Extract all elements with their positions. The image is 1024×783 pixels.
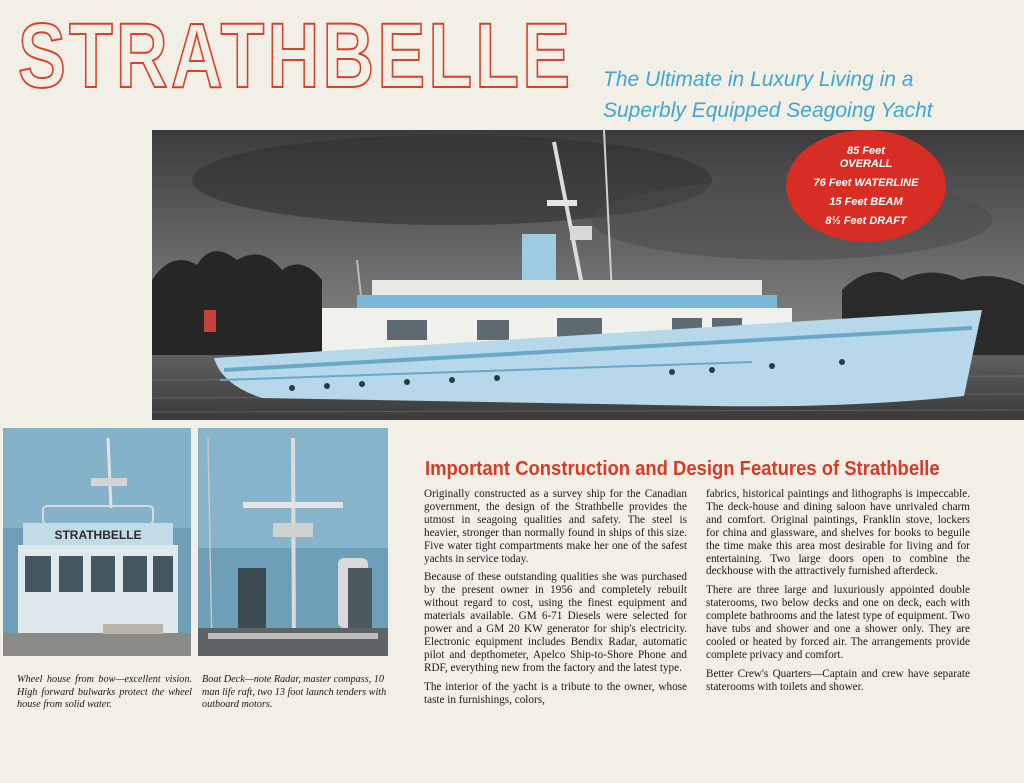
paragraph: The interior of the yacht is a tribute to the owner, whose taste in furnishings, colors, [424,680,687,706]
paragraph: Better Crew's Quarters—Captain and crew have separate staterooms with toilets and shower. [706,667,970,693]
spec-waterline: 76 Feet WATERLINE [813,176,919,189]
spec-beam: 15 Feet BEAM [829,195,903,208]
wheelhouse-caption: Wheel house from bow—excellent vision. High forward bulwarks protect the wheel house from solid water. [17,674,192,710]
tagline-line-2: Superbly Equipped Seagoing Yacht [603,99,933,122]
boat-deck-photo [198,428,388,656]
tagline-line-1: The Ultimate in Luxury Living in a [603,68,914,91]
page-title: STRATHBELLE [18,5,574,107]
section-heading: Important Construction and Design Features of Strathbelle [425,457,940,480]
wheelhouse-sign: STRATHBELLE [54,528,142,542]
body-column-1 [424,488,687,713]
specs-badge [786,130,946,242]
wheelhouse-photo [3,428,191,656]
spec-overall-length: 85 Feet [847,144,885,157]
paragraph: fabrics, historical paintings and lithographs is impeccable. The deck-house and dining saloon have unrivaled charm and comfort. Original paintings, Franklin stove, lockers for china and glassware, and shelves for books to beguile the time make this area most desirable for living and for entertaining. Two large doors open to combine the deckhouse with the attractively furnished afterdeck. [706,488,970,578]
paragraph: There are three large and luxuriously appointed double staterooms, two below decks and one on deck, each with complete bathrooms and the latest type of equipment. Two have tubs and shower and one a shower only. They are cooled or heated by forced air. The arrangements provide complete privacy and comfort. [706,584,970,661]
boat-deck-caption: Boat Deck—note Radar, master compass, 10 man life raft, two 13 foot launch tenders with outboard motors. [202,674,387,710]
tagline [603,64,933,126]
spec-overall-label: OVERALL [839,157,893,170]
paragraph: Originally constructed as a survey ship for the Canadian government, the design of the Strathbelle provides the utmost in seagoing qualities and safety. The steel is heavier, stronger than normally found in ships of this size. Five water tight compartments make her one of the safest yachts in service today. [424,488,687,565]
paragraph: Because of these outstanding qualities she was purchased by the present owner in 1956 and completely rebuilt without regard to cost, using the finest equipment and materials available. GM 6-71 Diesels were selected for power and a GM 20 KW generator for ship's electricity. Electronic equipment includes Bendix Radar, automatic pilot and depthometer, Apelco Ship-to-Shore Phone and RDF, everything new from the factory and the latest type. [424,571,687,674]
body-column-2 [706,488,970,700]
spec-draft: 8½ Feet DRAFT [825,214,907,227]
